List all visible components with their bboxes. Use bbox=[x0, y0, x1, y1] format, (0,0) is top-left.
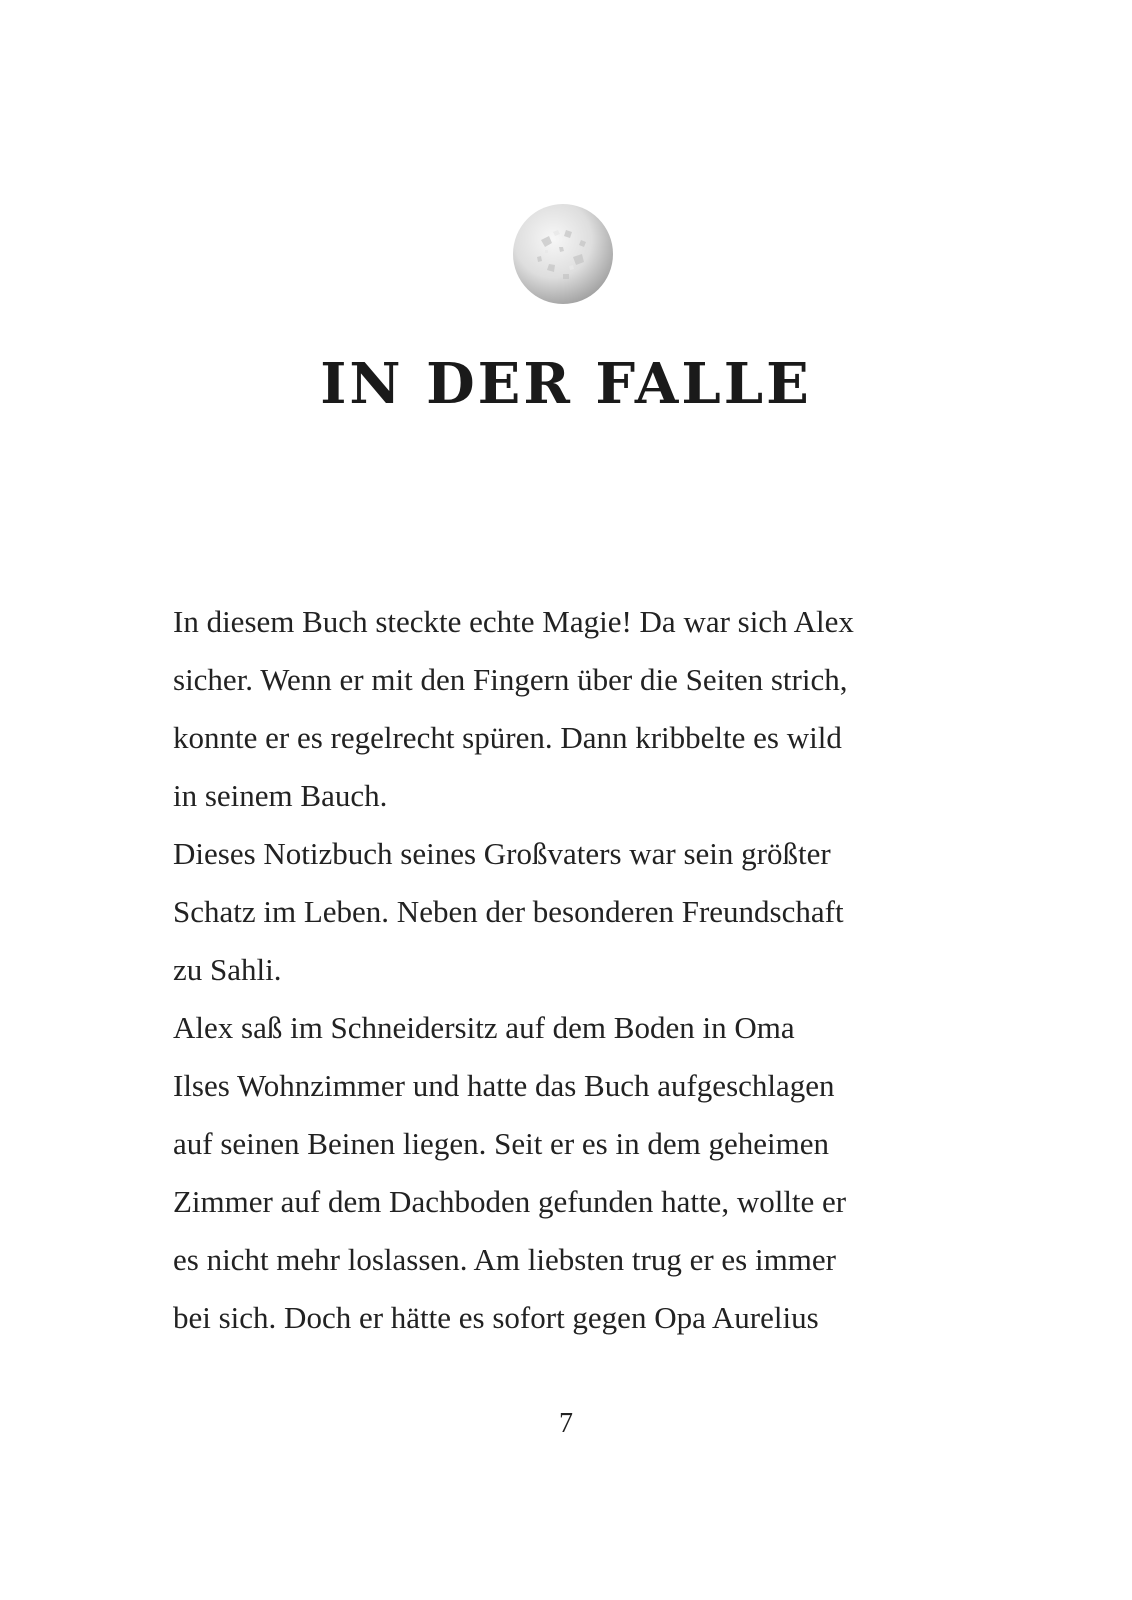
text-line: Alex saß im Schneidersitz auf dem Boden in Oma bbox=[173, 1010, 795, 1045]
chapter-title: IN DER FALLE bbox=[320, 351, 812, 417]
text-line: Zimmer auf dem Dachboden gefunden hatte, wollte er bbox=[173, 1184, 847, 1219]
text-line: Schatz im Leben. Neben der besonderen Freundschaft bbox=[173, 894, 844, 929]
text-line: zu Sahli. bbox=[173, 952, 282, 987]
body-text bbox=[173, 593, 993, 1347]
text-line: In diesem Buch steckte echte Magie! Da war sich Alex bbox=[173, 604, 854, 639]
text-line: es nicht mehr loslassen. Am liebsten trug er es immer bbox=[173, 1242, 836, 1277]
text-line: sicher. Wenn er mit den Fingern über die Seiten strich, bbox=[173, 662, 848, 697]
text-line: Dieses Notizbuch seines Großvaters war sein größter bbox=[173, 836, 831, 871]
text-line: auf seinen Beinen liegen. Seit er es in dem geheimen bbox=[173, 1126, 829, 1161]
full-moon-icon bbox=[511, 202, 615, 306]
text-line: bei sich. Doch er hätte es sofort gegen Opa Aurelius bbox=[173, 1300, 819, 1335]
page-number: 7 bbox=[559, 1408, 573, 1439]
text-line: in seinem Bauch. bbox=[173, 778, 388, 813]
text-line: Ilses Wohnzimmer und hatte das Buch aufgeschlagen bbox=[173, 1068, 835, 1103]
text-line: konnte er es regelrecht spüren. Dann kribbelte es wild bbox=[173, 720, 842, 755]
